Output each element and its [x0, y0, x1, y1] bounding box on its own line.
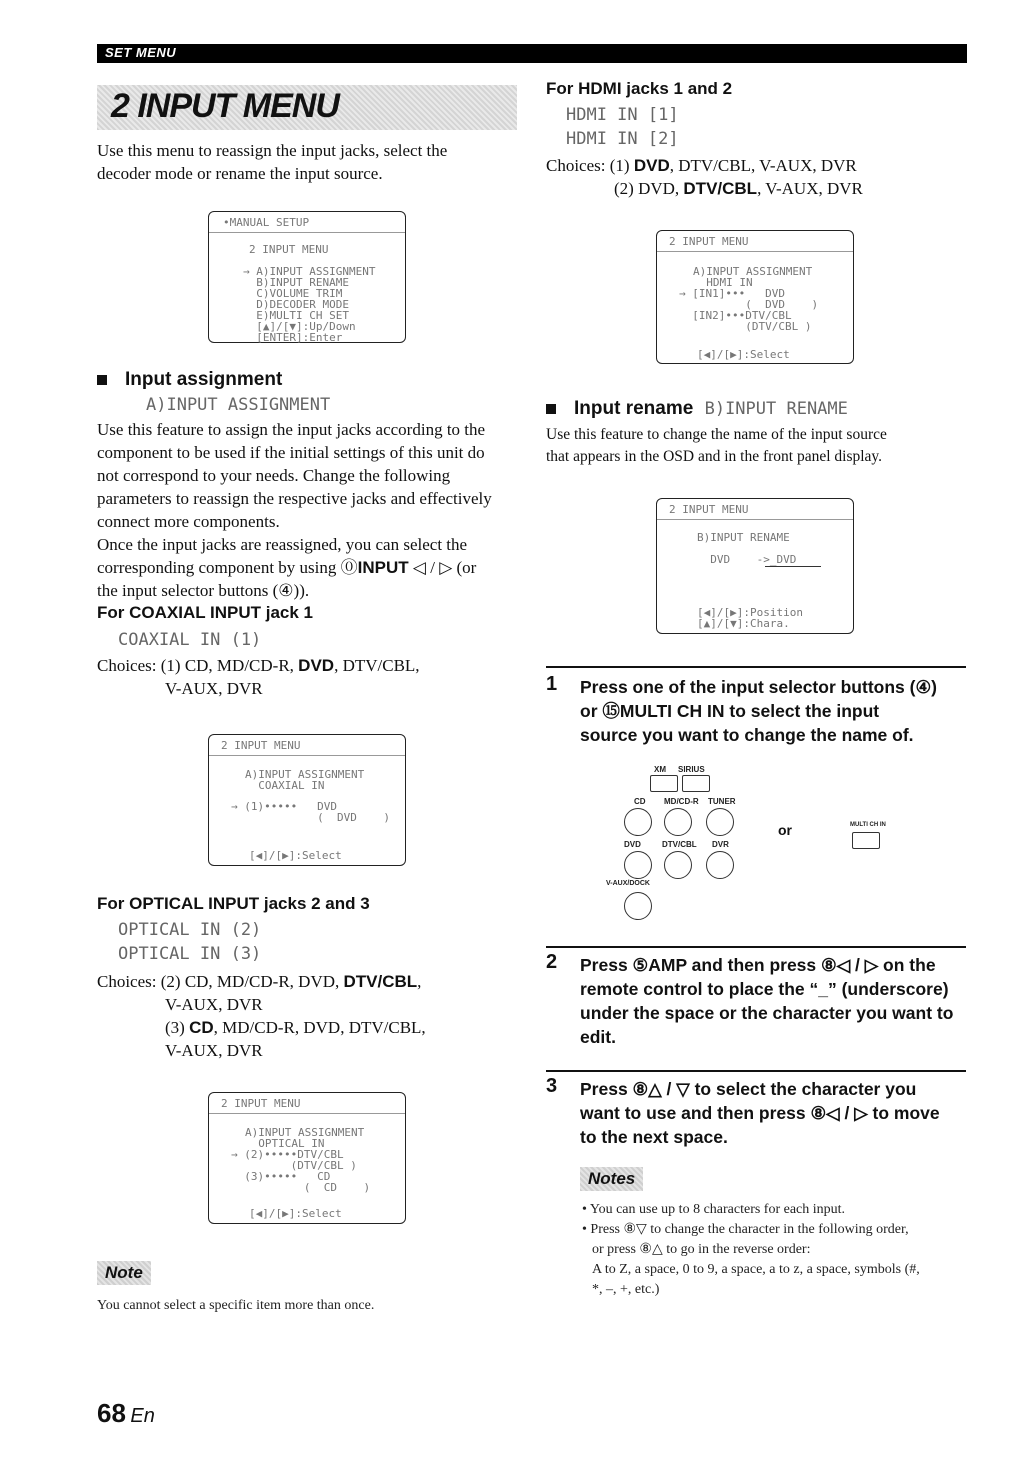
notes-list	[582, 1200, 972, 1300]
intro-line: Use this menu to reassign the input jacks, select the	[97, 141, 448, 160]
osd-line: COAXIAL IN	[245, 779, 325, 792]
dvr-button[interactable]	[706, 851, 734, 879]
choices-text: Choices: (1) CD, MD/CD-R,	[97, 656, 299, 675]
default-choice: DTV/CBL	[343, 972, 418, 991]
body-line: component to be used if the initial settings of this unit do	[97, 443, 485, 462]
note-item: • Press ⑧▽ to change the character in the following order,	[582, 1222, 909, 1237]
choices-text: V-AUX, DVR	[165, 995, 263, 1014]
osd-hdmi	[656, 230, 854, 364]
osd-line: B)INPUT RENAME	[697, 531, 790, 544]
or-label: or	[778, 822, 792, 838]
xm-button[interactable]	[650, 775, 678, 792]
osd-line: ( DVD )	[679, 298, 819, 311]
step-number: 1	[546, 673, 558, 695]
osd-label: HDMI IN [1]	[566, 105, 679, 125]
choices-text: , MD/CD-R, DVD, DTV/CBL,	[213, 1018, 426, 1037]
step-line: under the space or the character you want to	[580, 1003, 954, 1023]
note-badge: Note	[97, 1261, 151, 1285]
osd-line: B)INPUT RENAME	[243, 276, 349, 289]
osd-line: [▲]/[▼]:Chara.	[697, 617, 790, 630]
osd-line: E)MULTI CH SET	[243, 309, 349, 322]
choices-text: (3)	[165, 1018, 190, 1037]
body-line: Use this feature to change the name of the input source	[546, 426, 887, 443]
mdcdr-button[interactable]	[664, 808, 692, 836]
body-line: connect more components.	[97, 512, 280, 531]
osd-line: → [IN1]••• DVD	[679, 287, 785, 300]
step-number: 2	[546, 951, 558, 973]
note-text: You cannot select a specific item more than once.	[97, 1298, 375, 1313]
choices-text: , DTV/CBL, V-AUX, DVR	[669, 156, 857, 175]
step-line: Press one of the input selector buttons (④)	[580, 677, 937, 697]
osd-line: OPTICAL IN	[245, 1137, 325, 1150]
osd-line: [◀]/[▶]:Position	[697, 606, 803, 619]
notes-badge: Notes	[580, 1167, 643, 1191]
choices-text: V-AUX, DVR	[165, 679, 263, 698]
default-choice: CD	[189, 1018, 214, 1037]
section-header-bar	[97, 44, 967, 63]
body-line: Once the input jacks are reassigned, you can select the	[97, 535, 468, 554]
osd-line: D)DECODER MODE	[243, 298, 349, 311]
osd-head: 2 INPUT MENU	[669, 235, 749, 248]
body-text: (or	[456, 558, 477, 577]
osd-head: •MANUAL SETUP	[223, 216, 310, 229]
button-label: MD/CD-R	[664, 797, 699, 806]
osd-label: HDMI IN [2]	[566, 129, 679, 149]
step-line: Press ⑤AMP and then press ⑧◁ / ▷ on the	[580, 955, 936, 975]
intro-text	[97, 139, 517, 185]
input-assignment-body	[97, 418, 522, 602]
dvd-button[interactable]	[624, 851, 652, 879]
button-label: V-AUX/DOCK	[606, 880, 650, 887]
osd-head: 2 INPUT MENU	[221, 1097, 301, 1110]
step-line: remote control to place the “_” (underscore)	[580, 979, 949, 999]
osd-line: [◀]/[▶]:Select	[249, 849, 342, 862]
osd-line: ( CD )	[231, 1181, 371, 1194]
step-text	[580, 675, 937, 747]
osd-label: OPTICAL IN (3)	[118, 944, 262, 964]
note-item: • You can use up to 8 characters for each input.	[582, 1202, 846, 1217]
multi-ch-in-button[interactable]	[852, 832, 880, 849]
osd-head: 2 INPUT MENU	[221, 739, 301, 752]
osd-line: HDMI IN	[693, 276, 753, 289]
step-line: source you want to change the name of.	[580, 725, 914, 745]
step-divider	[546, 666, 966, 668]
step-line: or ⑮MULTI CH IN to select the input	[580, 701, 880, 721]
osd-line: [ENTER]:Enter	[243, 331, 343, 344]
osd-line: (DTV/CBL )	[679, 320, 812, 333]
note-item-line: or press ⑧△ to go in the reverse order:	[592, 1242, 811, 1257]
choices-text: ,	[417, 972, 422, 991]
step-divider	[546, 1070, 966, 1072]
osd-line: A)INPUT ASSIGNMENT	[693, 265, 813, 278]
default-choice: DTV/CBL	[683, 179, 758, 198]
button-label: TUNER	[708, 797, 736, 806]
step-line: Press ⑧△ / ▽ to select the character you	[580, 1079, 917, 1099]
sirius-button[interactable]	[682, 775, 710, 792]
choices-text: , DTV/CBL,	[334, 656, 420, 675]
page-title: 2 INPUT MENU	[111, 87, 339, 125]
optical-heading: For OPTICAL INPUT jacks 2 and 3	[97, 894, 370, 913]
dtvcbl-button[interactable]	[664, 851, 692, 879]
button-label: CD	[634, 797, 646, 806]
default-choice: DVD	[633, 156, 670, 175]
default-choice: DVD	[298, 656, 335, 675]
button-label: SIRIUS	[678, 765, 705, 774]
choices-text: Choices: (1)	[546, 156, 634, 175]
osd-line: [◀]/[▶]:Select	[697, 348, 790, 361]
tuner-button[interactable]	[706, 808, 734, 836]
body-line: Use this feature to assign the input jacks according to the	[97, 420, 486, 439]
arrow-glyphs: ◁ / ▷	[408, 558, 457, 577]
page-lang: En	[130, 1405, 155, 1427]
step-line: to the next space.	[580, 1127, 728, 1147]
osd-label: A)INPUT ASSIGNMENT	[146, 395, 331, 415]
osd-optical	[208, 1092, 406, 1224]
input-key: INPUT	[357, 558, 409, 577]
coaxial-heading: For COAXIAL INPUT jack 1	[97, 603, 314, 622]
step-text	[580, 953, 953, 1049]
note-item-line: *, –, +, etc.)	[592, 1282, 660, 1297]
body-text: corresponding component by using	[97, 558, 341, 577]
button-label: DVD	[624, 840, 641, 849]
square-bullet-icon	[97, 375, 107, 385]
choices-text: V-AUX, DVR	[165, 1041, 263, 1060]
step-divider	[546, 946, 966, 948]
osd-label: OPTICAL IN (2)	[118, 920, 262, 940]
page-num: 68	[97, 1398, 126, 1428]
underline-marker	[765, 566, 821, 567]
osd-rename	[656, 498, 854, 634]
button-label: MULTI CH IN	[850, 822, 886, 828]
button-label: DTV/CBL	[662, 840, 697, 849]
choices-text: , V-AUX, DVR	[757, 179, 863, 198]
osd-head: 2 INPUT MENU	[669, 503, 749, 516]
optical-choices	[97, 970, 426, 1062]
osd-line: → (1)••••• DVD	[231, 800, 337, 813]
osd-line: ( DVD )	[231, 811, 390, 824]
button-label: DVR	[712, 840, 729, 849]
osd-line: A)INPUT ASSIGNMENT	[245, 1126, 365, 1139]
osd-line: [IN2]•••DTV/CBL	[679, 309, 792, 322]
vaux-dock-button[interactable]	[624, 892, 652, 920]
body-line: not correspond to your needs. Change the following	[97, 466, 451, 485]
heading-text: Input assignment	[125, 369, 283, 390]
osd-line: [▲]/[▼]:Up/Down	[243, 320, 356, 333]
body-line: parameters to reassign the respective jacks and effectively	[97, 489, 492, 508]
note-item-line: A to Z, a space, 0 to 9, a space, a to z, a space, symbols (#,	[592, 1262, 920, 1277]
osd-line: C)VOLUME TRIM	[243, 287, 343, 300]
step-line: want to use and then press ⑧◁ / ▷ to move	[580, 1103, 940, 1123]
hdmi-heading: For HDMI jacks 1 and 2	[546, 79, 733, 98]
choices-text: (2) DVD,	[614, 179, 684, 198]
osd-line: A)INPUT ASSIGNMENT	[245, 768, 365, 781]
step-line: edit.	[580, 1027, 616, 1047]
button-number: ⓪	[340, 558, 358, 577]
coaxial-choices	[97, 654, 420, 700]
osd-manual-setup	[208, 211, 406, 343]
osd-line: DVD ->_DVD	[697, 553, 797, 566]
input-rename-body	[546, 424, 887, 468]
step-text	[580, 1077, 940, 1149]
button-label: XM	[654, 765, 666, 774]
step-number: 3	[546, 1075, 558, 1097]
osd-line: [◀]/[▶]:Select	[249, 1207, 342, 1220]
body-line: that appears in the OSD and in the front panel display.	[546, 448, 883, 465]
osd-line: (DTV/CBL )	[231, 1159, 357, 1172]
cd-button[interactable]	[624, 808, 652, 836]
page-number	[97, 1398, 155, 1429]
input-assignment-heading	[97, 369, 282, 391]
body-line	[97, 556, 522, 579]
osd-line: → (2)•••••DTV/CBL	[231, 1148, 344, 1161]
intro-line: decoder mode or rename the input source.	[97, 164, 383, 183]
osd-line: (3)••••• CD	[231, 1170, 331, 1183]
hdmi-choices	[546, 154, 863, 200]
osd-label: COAXIAL IN (1)	[118, 630, 262, 650]
heading-text: Input rename	[574, 398, 694, 419]
input-rename-heading	[546, 398, 848, 420]
page-title-band	[97, 85, 517, 130]
osd-coaxial	[208, 734, 406, 866]
osd-label: B)INPUT RENAME	[704, 399, 848, 419]
osd-line: → A)INPUT ASSIGNMENT	[243, 265, 376, 278]
square-bullet-icon	[546, 404, 556, 414]
choices-text: Choices: (2) CD, MD/CD-R, DVD,	[97, 972, 344, 991]
osd-line: 2 INPUT MENU	[249, 243, 329, 256]
body-line: the input selector buttons (④)).	[97, 581, 310, 600]
section-header-label: SET MENU	[105, 45, 177, 60]
